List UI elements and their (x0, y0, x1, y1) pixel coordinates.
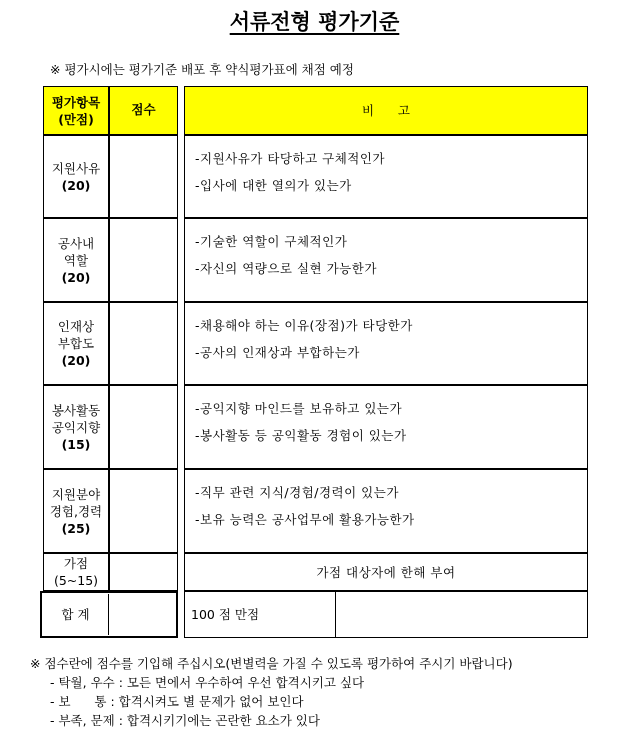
row-5-remark-1: -직무 관련 지식/경험/경력이 있는가 (195, 485, 399, 500)
row-5-item-cell (43, 469, 109, 553)
header-item-max-label: (만점) (58, 111, 94, 127)
row-4-remark-2: -봉사활동 등 공익활동 경험이 있는가 (195, 428, 407, 443)
row-3-score-cell[interactable] (109, 302, 178, 385)
row-3-remark-1: -채용해야 하는 이유(장점)가 타당한가 (195, 318, 413, 333)
footer-grade-poor: - 부족, 문제 : 합격시키기에는 곤란한 요소가 있다 (50, 713, 320, 728)
footer-grade-excellent: - 탁월, 우수 : 모든 면에서 우수하여 우선 합격시키고 싶다 (50, 675, 365, 690)
bonus-item-cell (43, 553, 109, 591)
total-label-cell (43, 594, 109, 635)
row-1-remark-2: -입사에 대한 열의가 있는가 (195, 178, 352, 193)
header-item-cell (43, 86, 109, 135)
row-2-remark-1: -기술한 역할이 구체적인가 (195, 234, 348, 249)
footer-notes (30, 654, 513, 730)
row-2-item-name-2: 역할 (63, 252, 89, 268)
row-4-item-cell (43, 385, 109, 469)
row-4-item-name-1: 봉사활동 (51, 402, 101, 418)
row-3-remark-2: -공사의 인재상과 부합하는가 (195, 345, 360, 360)
total-blank-cell (335, 591, 588, 638)
row-4-item-name-2: 공익지향 (51, 419, 101, 435)
bonus-score-cell[interactable] (109, 553, 178, 591)
row-3-item-cell (43, 302, 109, 385)
row-3-item-name-2: 부합도 (57, 336, 95, 351)
row-1-item-name: 지원사유 (51, 160, 101, 176)
header-score-cell (109, 86, 178, 135)
header-remark-cell (184, 86, 588, 135)
row-2-item-name-1: 공사내 (57, 235, 95, 251)
document-title: 서류전형 평가기준 (229, 10, 400, 34)
bonus-remark-cell (184, 553, 588, 591)
row-5-item-max: (25) (61, 520, 91, 536)
total-label: 합 계 (61, 607, 90, 622)
row-4-score-cell[interactable] (109, 385, 178, 469)
row-2-item-cell (43, 218, 109, 302)
bonus-remark-text: 가점 대상자에 한해 부여 (316, 564, 456, 580)
row-1-item-max: (20) (61, 177, 91, 193)
row-3-item-max: (20) (61, 353, 91, 368)
header-item-label: 평가항목 (51, 94, 101, 110)
row-5-score-cell[interactable] (109, 469, 178, 553)
row-5-remark-cell (184, 469, 588, 553)
row-2-item-max: (20) (61, 269, 91, 285)
row-5-item-name-1: 지원분야 (51, 486, 101, 502)
row-2-remark-2: -자신의 역량으로 실현 가능한가 (195, 261, 377, 276)
row-4-remark-1: -공익지향 마인드를 보유하고 있는가 (195, 401, 403, 416)
row-3-item-name-1: 인재상 (57, 319, 95, 334)
total-max-cell (184, 591, 336, 638)
evaluation-note: ※ 평가시에는 평가기준 배포 후 약식평가표에 채점 예정 (50, 62, 354, 77)
row-3-remark-cell (184, 302, 588, 385)
header-score-label: 점수 (131, 102, 156, 117)
row-2-score-cell[interactable] (109, 218, 178, 302)
bonus-item-name: 가점 (63, 556, 89, 571)
footer-instruction: ※ 점수란에 점수를 기입해 주십시오(변별력을 가질 수 있도록 평가하여 주시기 바랍니다) (30, 656, 513, 671)
row-5-remark-2: -보유 능력은 공사업무에 활용가능한가 (195, 512, 415, 527)
row-2-remark-cell (184, 218, 588, 302)
row-4-item-max: (15) (61, 436, 91, 452)
row-1-remark-1: -지원사유가 타당하고 구체적인가 (195, 151, 386, 166)
total-max-text: 100 점 만점 (191, 607, 260, 622)
row-1-item-cell (43, 135, 109, 218)
row-1-score-cell[interactable] (109, 135, 178, 218)
bonus-item-range: (5~15) (53, 573, 99, 588)
row-1-remark-cell (184, 135, 588, 218)
total-score-cell[interactable] (109, 594, 175, 635)
row-5-item-name-2: 경험,경력 (49, 503, 103, 519)
row-4-remark-cell (184, 385, 588, 469)
header-remark-label: 비 고 (362, 103, 410, 118)
footer-grade-average: - 보 통 : 합격시켜도 별 문제가 없어 보인다 (50, 694, 304, 709)
